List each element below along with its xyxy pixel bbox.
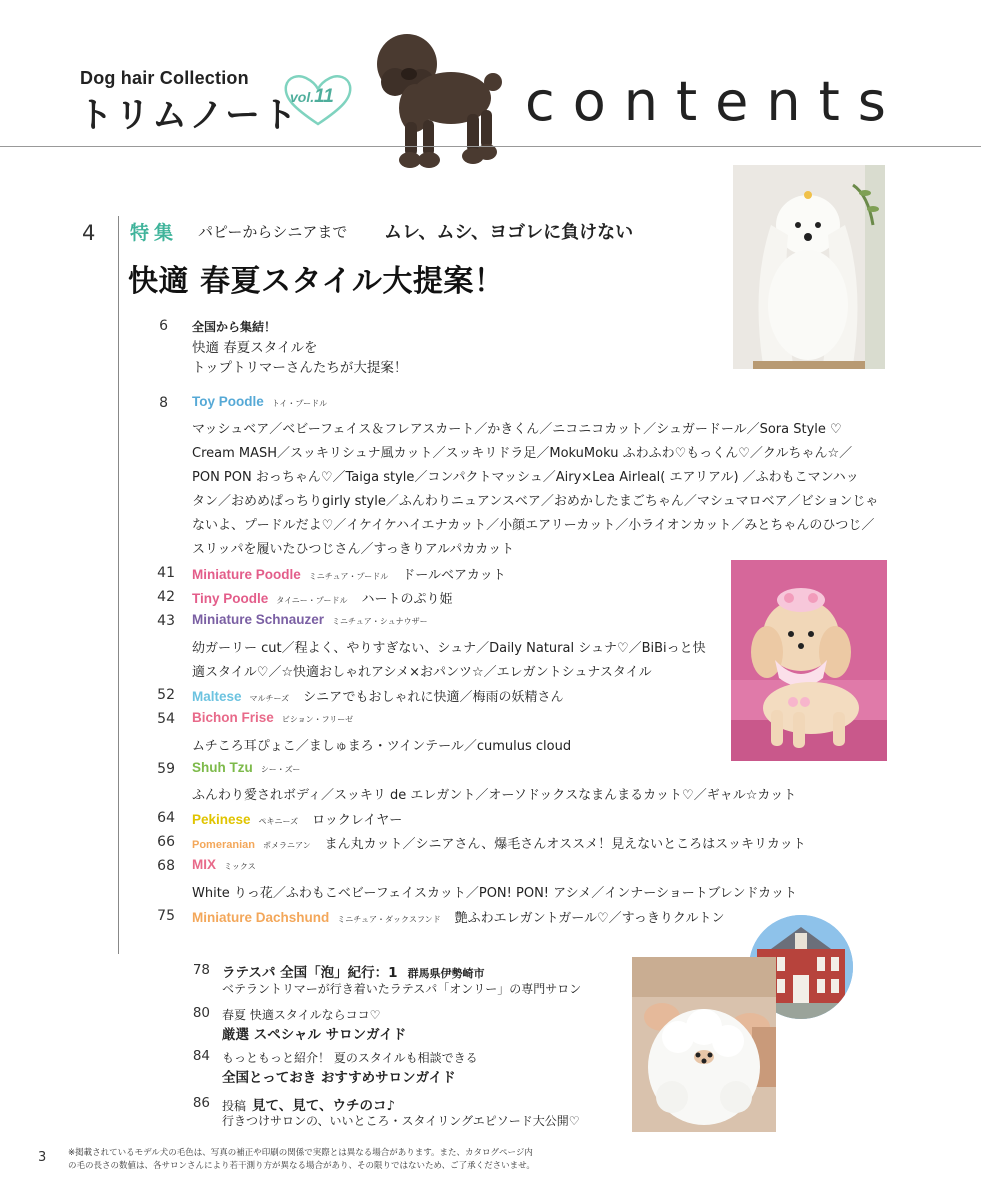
article-subtitle: ベテラントリマーが行き着いたラテスパ「オンリー」の専門サロン [222,982,582,996]
poodle-pink-photo [731,560,887,761]
footnote-line: の毛の長さの数値は、各サロンさんにより若干測り方が異なる場合があり、その限りではないため、ご了承くださいませ。 [68,1161,535,1171]
style-list-line: 適スタイル♡／☆快適おしゃれアシメ×おパンツ☆／エレガントシュナスタイル [192,665,652,680]
breed-name-en: Tiny Poodle [192,591,269,606]
volume-label: vol. [290,89,315,105]
breed-heading-bichon-frise [192,710,353,725]
article-pre: 投稿 [222,1099,247,1113]
brand-title: トリムノート [78,96,299,136]
intro-line: 全国から集結！ [192,320,277,334]
style-list-inline: ドールベアカット [402,568,506,583]
article-page-number: 84 [192,1048,210,1064]
breed-heading-mix [192,857,256,872]
breed-page-number: 64 [157,810,175,826]
breed-name-en: Maltese [192,689,242,704]
article-page-number: 78 [192,962,210,978]
header-divider [0,146,981,147]
feature-subtitle-2: ムレ、ムシ、ヨゴレに負けない [384,222,634,243]
page-number: 3 [38,1150,47,1165]
breed-name-en: MIX [192,857,217,872]
breed-name-ja: シー・ズー [260,765,301,774]
breed-page-number: 41 [157,565,175,581]
feature-vertical-rule [118,216,119,954]
breed-heading-pomeranian [192,833,806,852]
breed-page-number: 52 [157,687,175,703]
intro-line: トップトリマーさんたちが大提案！ [192,360,408,376]
style-list-line: Cream MASH／スッキリシュナ風カット／スッキリドラ足／MokuMoku ふわふわ♡もっくん♡／クルちゃん☆／ [192,446,853,461]
article-page-number: 80 [192,1005,210,1021]
breed-name-en: Pomeranian [192,839,255,851]
breed-name-en: Miniature Schnauzer [192,612,325,627]
style-list-inline: まん丸カット／シニアさん、爆毛さんオススメ！見えないところはスッキリカット [324,837,806,852]
feature-page-number: 4 [82,221,96,245]
article-title [222,1094,395,1114]
feature-subtitle-1: パピーからシニアまで [198,223,348,241]
breed-name-en: Toy Poodle [192,394,264,409]
breed-heading-shih-tzu [192,760,300,775]
footnote-line: ※掲載されているモデル犬の毛色は、写真の補正や印刷の関係で実際とは異なる場合があります。また、カタログページ内 [68,1148,533,1158]
style-list-line: タン／おめめぱっちりgirly style／ふんわりニュアンスベア／おめかしたまごちゃん／マシュマロベア／ビションじゃ [192,494,879,509]
contents-heading: contents [525,70,904,133]
feature-tag: 特集 [130,222,179,244]
breed-name-ja: ポメラニアン [262,841,311,850]
style-list-inline: シニアでもおしゃれに快適／梅雨の妖精さん [303,690,564,705]
intro-line: 快適 春夏スタイルを [192,340,318,356]
poodle-header-photo [365,26,505,176]
breed-heading-miniature-schnauzer [192,612,428,627]
style-list-line: PON PON おっちゃん♡／Taiga style／コンパクトマッシュ／Airy×Lea Airleal( エアリアル) ／ふわもこマンハッ [192,470,859,485]
breed-name-ja: ミニチュア・シュナウザー [332,617,428,626]
foam-spa-photo [632,957,776,1132]
breed-name-en: Miniature Poodle [192,567,301,582]
style-list-line: White りっ花／ふわもこベビーフェイスカット／PON! PON! アシメ／インナーショートブレンドカット [192,886,797,901]
breed-page-number: 8 [159,395,168,411]
style-list-line: 幼ガーリー cut／程よく、やりすぎない、シュナ／Daily Natural シュナ♡／BiBiっと快 [192,641,706,656]
foam-spa-illustration [632,957,776,1132]
breed-name-ja: タイニー・プードル [276,596,348,605]
breed-page-number: 68 [157,858,175,874]
breed-name-ja: ペキニーズ [258,817,299,826]
style-list-inline: 艶ふわエレガントガール♡／すっきりクルトン [454,911,725,926]
breed-name-ja: ミニチュア・プードル [308,572,389,581]
article-pre: もっともっと紹介！ 夏のスタイルも相談できる [222,1051,478,1065]
breed-page-number: 75 [157,908,175,924]
poodle-pink-illustration [731,560,887,761]
style-list-line: ないよ、プードルだよ♡／イケイケハイエナカット／小顔エアリーカット／小ライオンカット／みとちゃんのひつじ／ [192,518,875,533]
style-list-line: ムチころ耳ぴょこ／ましゅまろ・ツインテール／cumulus cloud [192,739,572,754]
breed-heading-tiny-poodle [192,588,453,607]
breed-heading-pekinese [192,809,402,828]
maltese-photo [733,165,885,369]
breed-heading-miniature-poodle [192,564,506,583]
article-title-main: ラテスパ 全国「泡」紀行：1 [222,965,398,981]
style-list-line: ふんわり愛されボディ／スッキリ de エレガント／オーソドックスなまんまるカット♡／ギャル☆カット [192,788,797,803]
breed-name-ja: ビション・フリーゼ [281,715,354,724]
breed-name-en: Bichon Frise [192,710,274,725]
intro-page-number: 6 [159,318,168,334]
breed-heading-miniature-dachshund [192,907,724,926]
breed-name-ja: ミックス [224,862,256,871]
breed-page-number: 66 [157,834,175,850]
brand-subtitle: Dog hair Collection [80,68,249,88]
breed-page-number: 59 [157,761,175,777]
article-subtitle: 行きつけサロンの、いいところ・スタイリングエピソード大公開♡ [222,1114,580,1128]
article-page-number: 86 [192,1095,210,1111]
article-title: 厳選 スペシャル サロンガイド [222,1027,407,1043]
volume-badge [290,86,334,108]
breed-page-number: 54 [157,711,175,727]
breed-name-en: Pekinese [192,812,251,827]
article-pre: 春夏 快適スタイルならココ♡ [222,1008,381,1022]
article-title: 全国とっておき おすすめサロンガイド [222,1070,456,1086]
volume-number: 11 [314,86,334,107]
article-title [222,961,485,981]
footnote [68,1147,535,1173]
article-location: 群馬県伊勢崎市 [407,967,485,980]
breed-name-en: Shuh Tzu [192,760,253,775]
article-title-main: 見て、見て、ウチのコ♪ [252,1098,396,1114]
breed-name-ja: マルチーズ [249,694,290,703]
style-list-inline: ハートのぷり姫 [361,592,453,607]
breed-heading-toy-poodle [192,394,327,409]
style-list-line: スリッパを履いたひつじさん／すっきりアルパカカット [192,542,515,557]
breed-heading-maltese [192,686,564,705]
breed-page-number: 43 [157,613,175,629]
feature-title: 快適 春夏スタイル大提案！ [128,264,505,299]
maltese-illustration [733,165,885,369]
breed-name-ja: ミニチュア・ダックスフンド [337,915,441,924]
breed-page-number: 42 [157,589,175,605]
breed-name-ja: トイ・プードル [271,399,328,408]
style-list-inline: ロックレイヤー [312,813,403,828]
style-list-line: マッシュベア／ベビーフェイス＆フレアスカート／かきくん／ニコニコカット／シュガードール／Sora Style ♡ [192,422,842,437]
breed-name-en: Miniature Dachshund [192,910,330,925]
